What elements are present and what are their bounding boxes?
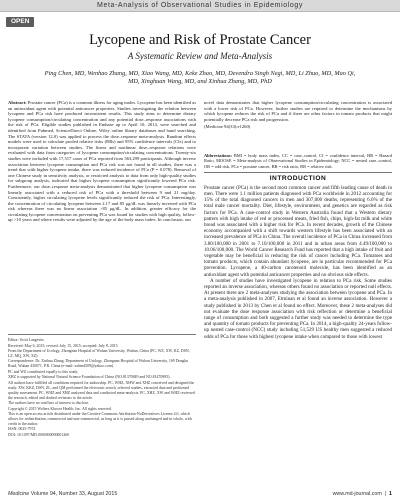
footnote-funding: XHZ is supported by National Natural Science Foundation of China (NO.81370849 and NO.81470985).	[8, 375, 171, 380]
abstract	[8, 100, 196, 331]
journal-section-header: Meta-Analysis of Observational Studies in Epidemiology	[0, 0, 400, 12]
article-subtitle: A Systematic Review and Meta-Analysis	[127, 51, 273, 61]
footnote-doi[interactable]: DOI: 10.1097/MD.0000000000001260	[8, 432, 70, 437]
footnote-dates: Received: May 6, 2015; revised: July 15, 2015; accepted: July 8, 2015.	[8, 343, 119, 348]
medicine-citation: (Medicine 94(33):e1260)	[204, 124, 251, 130]
article-title: Lycopene and Risk of Prostate Cancer	[89, 32, 311, 48]
page-number: 1	[389, 491, 392, 497]
footnote-correspondence: Correspondence: Dr. Xinhua Zhang, Department of Urology, Zhongnan Hospital of Wuhan University, 169 Donghu Road, Wuhan 430071, P.R. China (e-mail: zxhmd509@yahoo.com).	[8, 359, 189, 369]
footnote-conflicts: The authors have no conflicts of interest to disclose.	[8, 401, 90, 406]
footnote-divider	[8, 334, 196, 335]
abstract-continuation-text: novel data demonstrates that higher lycopene consumption/circulating concentration is associated with a lower risk of PCa. However, further studies are required to determine the mechanisms by which lycopene reduces the risk of PCa and if there are other factors in tomato products that might potentially decrease PCa risk and progression.	[204, 100, 392, 122]
right-column	[204, 100, 392, 475]
section-divider	[204, 172, 392, 173]
footer-volume: Volume 94, Number 33, August 2015	[30, 491, 118, 497]
introduction-heading: INTRODUCTION	[269, 175, 327, 183]
footnote-affiliation: From the Department of Urology, Zhongnan Hospital of Wuhan University, Wuhan, China (PC, WZ, XW, KZ, DSN, LZ, MQ, XW, XZ).	[8, 349, 190, 358]
abbreviations	[204, 153, 392, 169]
open-access-badge: OPEN	[6, 17, 34, 27]
abstract-label: Abstract:	[8, 100, 27, 105]
footnote-copyright: Copyright © 2015 Wolters Kluwer Health, Inc. All rights reserved.	[8, 406, 112, 411]
footer-url[interactable]: www.md-journal.com	[332, 491, 382, 497]
introduction-body	[204, 185, 392, 475]
footnote-equal-contribution: PC and WZ contributed equally to this study.	[8, 369, 79, 374]
left-column	[8, 100, 196, 438]
footnote-author-contributions: All authors have fulfilled all conditions required for authorship. PC, WHZ, XHW and XHZ conceived and designed the study. XW, KKZ, DSN, ZL, and QM performed the electronic search, selected studies, extracted data and performed quality assessment. PC, WHZ and XHZ analyzed data and conducted meta-analysis. PC, XHZ, XW and WHZ reviewed the research, edited and drafted revisions to the article.	[8, 380, 195, 400]
abstract-text: Prostate cancer (PCa) is a common illness for aging males. Lycopene has been identified as an antioxidant agent with potential anticancer properties. Studies investigating the relation between lycopene and PCa risk have produced inconsistent results. This study aims to determine dietary lycopene consumption/circulating concentration and any potential dose–response associations with the risk of PCa. Eligible studies published in Embase up to April 10, 2014, were searched and identified from Pubmed, ScienceDirect Online, Wiley online library databases and hand searching. The STATA (version 12.0) was applied to process the dose–response meta-analysis. Random effects models were used to calculate pooled relative risks (RRs) and 95% confidence intervals (CIs) and to incorporate variation between studies. The linear and nonlinear dose–response relations were evaluated with data from categories of lycopene consumption/circulating concentrations. Twenty-six studies were included with 17,517 cases of PCa reported from 563,299 participants. Although inverse association between lycopene consumption and PCa risk was not found in all studies, there was a trend that with higher lycopene intake, there was reduced incidence of PCa (P = 0.078). Removal of one Chinese study in sensitivity analysis, or restricted analysis to data from only high-quality studies for subgroup analysis, indicated that higher lycopene consumption significantly lowered PCa risk. Furthermore, our dose–response meta-analysis demonstrated that higher lycopene consumption was linearly associated with a reduced risk of PCa with a threshold between 9 and 21 mg/day. Consistently, higher circulating lycopene levels significantly reduced the risk of PCa. Interestingly, the concentration of circulating lycopene between 2.17 and 85 μg/dL was linearly inversed with PCa risk whereas there was no linear association >85 μg/dL. In addition, greater efficacy for the circulating lycopene concentration on preventing PCa was found for studies with high quality, follow-up >10 years and where results were adjusted by the age of the body mass index. In conclusion, our	[8, 100, 196, 223]
introduction-paragraph-1: Prostate cancer (PCa) is the second most common cancer and fifth leading cause of death in men. There were 1.1 million patients diagnosed with PCa worldwide in 2012 accounting for 15% of the total diagnosed cancers in men and 307,000 deaths, representing 6.6% of the total male cancer mortality. Diet, lifestyle, environment, and genetics are regarded as risk factors for PCa. A case-control study in Western Australia found that a Western dietary pattern with high intake of red or processed meats, fried fish, chips, high-fat milk and white bread was associated with a higher risk for PCa. In recent decades, growth of the Chinese economy accompanied with a shift towards western lifestyle has been associated with an increased prevalence of PCa in China. The overall incidence of PCa in China increased from 3.80/100,000 in 2001 to 7.10/100,000 in 2011 and in urban areas from 4.49/100,000 to 10.06/100,000. The World Cancer Research Fund has reported that a high intake of fruit and vegetable may be beneficial in reducing the risk of cancer including PCa. Tomatoes and tomato products, which contain abundant lycopene, are in particular recommended for PCa prevention. Lycopene, a 40-carbon carotenoid molecule, has been identified as an antioxidant agent with potential anticancer properties and no obvious side effects.	[204, 184, 392, 278]
author-list: Ping Chen, MD, Wenhao Zhang, MD, Xiao Wang, MD, Keke Zhao, MD, Devendra Singh Negi, MD, Li Zhuo, MD, Mao Qi, MD, Xinghuan Wang, MD, and Xinhua Zhang, MD, PhD	[44, 70, 356, 85]
abbreviations-text: BMI = body mass index, CC = case–control, CI = confidence interval, HR = Hazard Ratio, MOOSE = Meta-analysis of Observational Studies in Epidemiology, NCC = nested case–control, OR = odd risk, PCa = prostate cancer, RR = risk ratio, RR = relative risk.	[204, 153, 392, 169]
footnote-license: This is an open access article distributed under the Creative Commons Attribution-NoDerivatives License 4.0, which allows for redistribution, commercial and non-commercial, as long as it is passed along unchanged and in whole, with credit to the author.	[8, 412, 192, 426]
abstract-continuation	[204, 100, 392, 150]
footnotes	[8, 338, 196, 438]
footer-right: www.md-journal.com | 1	[332, 491, 392, 497]
page-footer	[0, 489, 400, 500]
footer-citation	[8, 491, 117, 497]
abbreviations-label: Abbreviations:	[204, 153, 232, 158]
footnote-issn: ISSN: 0025-7974	[8, 427, 36, 432]
introduction-paragraph-2: A number of studies have investigated lycopene in relation to PCa risk. Some studies reported an inverse association, whereas others found no association or reported null effects. At present there are 2 meta-analyses studying the association between lycopene and PCa. In a meta-analysis published in 2007, Etminan et al found an inverse association. However a study published in 2013 by Chen et al found no effect. Moreover, these 2 meta-analyses did not evaluate the dose response association with risk reflection or determine a beneficial range of consumption and both suggested a further study was needed to determine the type and quantity of tomato products for preventing PCa. In 2014, a high-quality 24-years follow-up nested case-control (NCC) study including 51,529 US healthy men suggested a reduced odds of PCa for those with highest lycopene intake when compared to those with lowest	[204, 277, 392, 340]
footer-journal: Medicine	[8, 491, 30, 497]
footnote-editor: Editor: Scott Langevin.	[8, 338, 45, 342]
